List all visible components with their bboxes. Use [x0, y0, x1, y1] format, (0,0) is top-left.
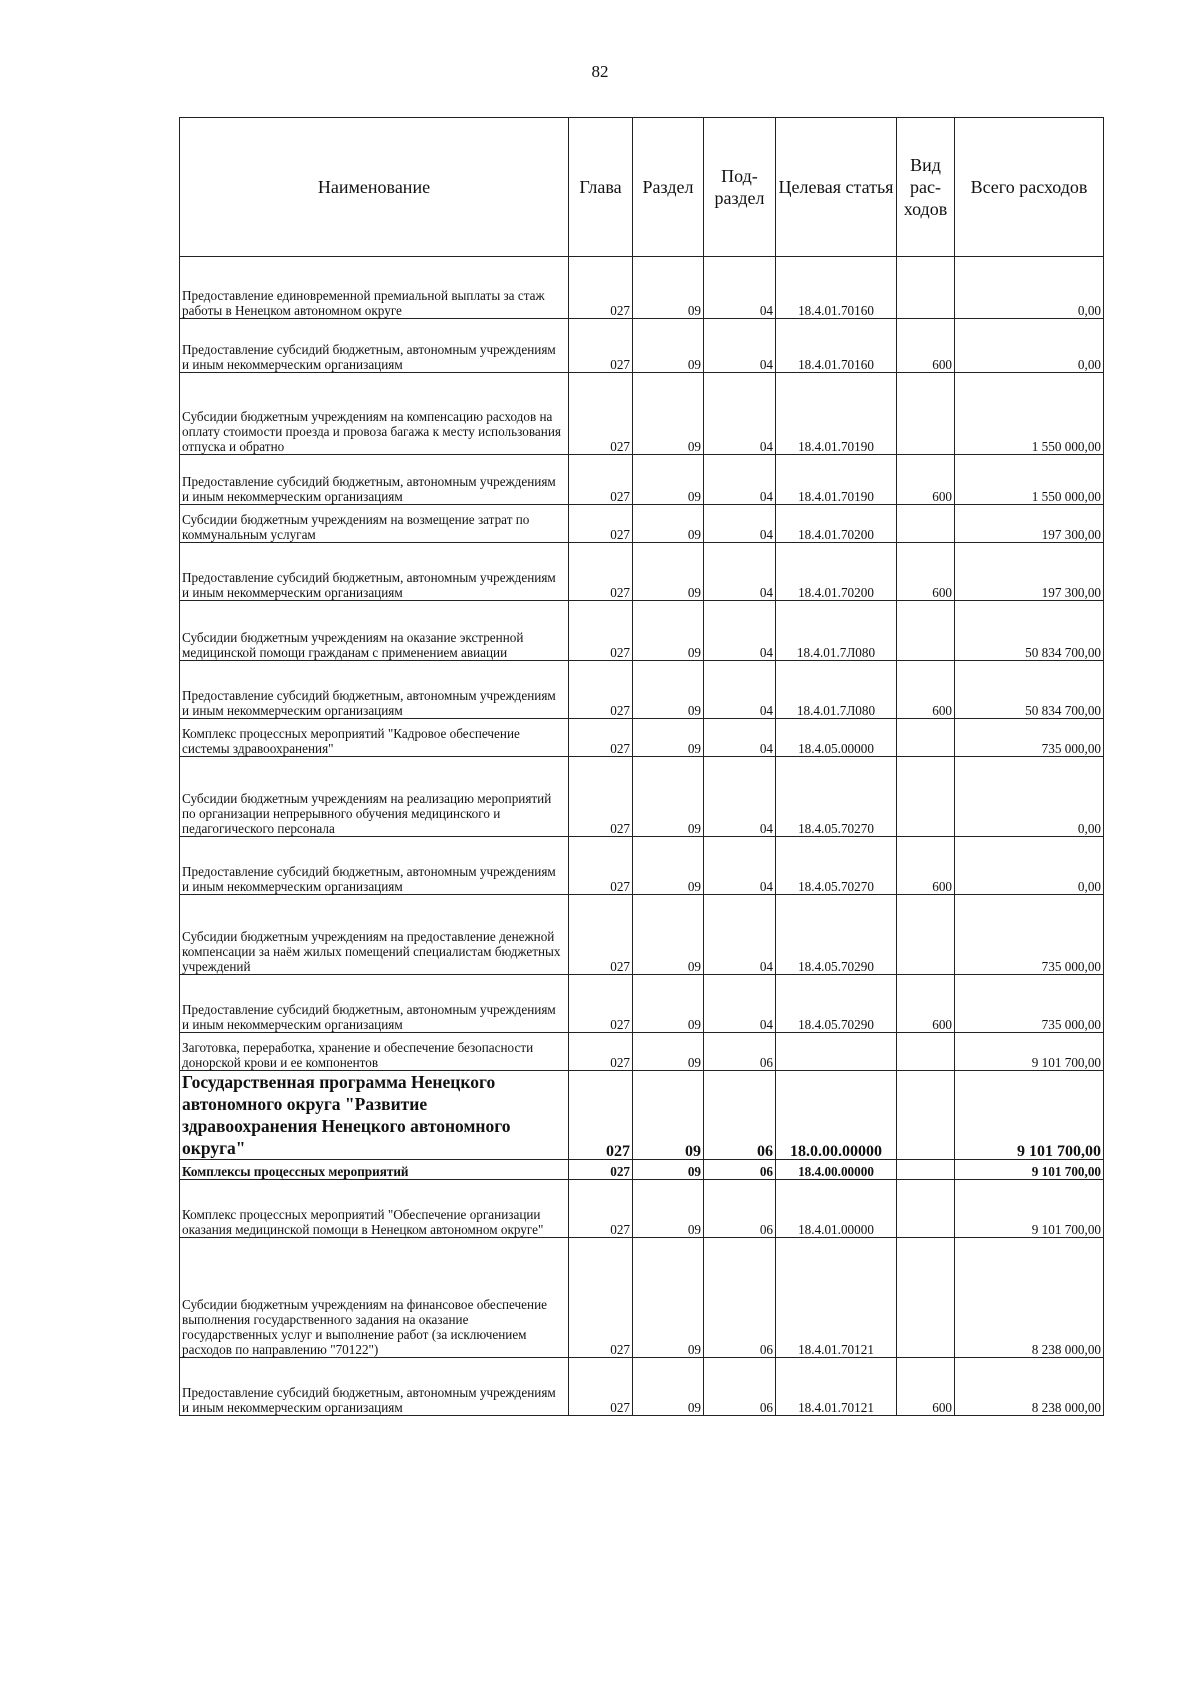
header-vid: Вид рас-ходов [897, 118, 955, 257]
cell-razdel: 09 [633, 257, 704, 319]
cell-vsego: 0,00 [955, 257, 1104, 319]
cell-podrazdel: 04 [704, 837, 776, 895]
table-row [180, 837, 1104, 895]
cell-glava: 027 [569, 1238, 633, 1358]
cell-glava: 027 [569, 1071, 633, 1160]
cell-name: Предоставление субсидий бюджетным, автономным учреждениям и иным некоммерческим организациям [180, 543, 569, 601]
cell-vsego: 197 300,00 [955, 505, 1104, 543]
cell-name: Государственная программа Ненецкого автономного округа "Развитие здравоохранения Ненецкого автономного округа" [180, 1071, 569, 1160]
cell-name: Субсидии бюджетным учреждениям на предоставление денежной компенсации за наём жилых помещений специалистам бюджетных учреждений [180, 895, 569, 975]
cell-tselevaya [776, 1033, 897, 1071]
cell-glava: 027 [569, 373, 633, 455]
cell-glava: 027 [569, 319, 633, 373]
cell-vid [897, 1071, 955, 1160]
cell-name: Предоставление субсидий бюджетным, автономным учреждениям и иным некоммерческим организациям [180, 455, 569, 505]
table-row [180, 1033, 1104, 1071]
cell-tselevaya: 18.4.01.7Л080 [776, 601, 897, 661]
cell-vid [897, 757, 955, 837]
cell-name: Предоставление субсидий бюджетным, автономным учреждениям и иным некоммерческим организациям [180, 319, 569, 373]
cell-vsego: 1 550 000,00 [955, 455, 1104, 505]
cell-vsego: 735 000,00 [955, 895, 1104, 975]
cell-podrazdel: 04 [704, 373, 776, 455]
cell-podrazdel: 04 [704, 455, 776, 505]
cell-name: Предоставление субсидий бюджетным, автономным учреждениям и иным некоммерческим организациям [180, 837, 569, 895]
cell-tselevaya: 18.4.01.70160 [776, 257, 897, 319]
cell-vsego: 8 238 000,00 [955, 1358, 1104, 1416]
cell-razdel: 09 [633, 1238, 704, 1358]
cell-podrazdel: 06 [704, 1238, 776, 1358]
cell-name: Предоставление субсидий бюджетным, автономным учреждениям и иным некоммерческим организациям [180, 661, 569, 719]
cell-vid: 600 [897, 1358, 955, 1416]
cell-razdel: 09 [633, 543, 704, 601]
cell-vid: 600 [897, 319, 955, 373]
table-row [180, 1071, 1104, 1160]
cell-tselevaya: 18.4.01.70200 [776, 543, 897, 601]
table-row [180, 319, 1104, 373]
cell-glava: 027 [569, 543, 633, 601]
budget-table [179, 117, 1104, 1416]
cell-podrazdel: 04 [704, 757, 776, 837]
cell-vid [897, 1160, 955, 1180]
cell-tselevaya: 18.4.05.70290 [776, 895, 897, 975]
cell-vid: 600 [897, 837, 955, 895]
cell-podrazdel: 04 [704, 601, 776, 661]
cell-razdel: 09 [633, 1160, 704, 1180]
cell-razdel: 09 [633, 661, 704, 719]
cell-glava: 027 [569, 1180, 633, 1238]
table-row [180, 455, 1104, 505]
cell-name: Предоставление субсидий бюджетным, автономным учреждениям и иным некоммерческим организациям [180, 975, 569, 1033]
cell-name: Заготовка, переработка, хранение и обеспечение безопасности донорской крови и ее компонентов [180, 1033, 569, 1071]
header-tselevaya: Целевая статья [776, 118, 897, 257]
table-header-row [180, 118, 1104, 257]
cell-vid [897, 601, 955, 661]
cell-glava: 027 [569, 257, 633, 319]
table-row [180, 757, 1104, 837]
cell-razdel: 09 [633, 1071, 704, 1160]
table-row [180, 895, 1104, 975]
cell-vid: 600 [897, 661, 955, 719]
table-row [180, 543, 1104, 601]
cell-vid [897, 895, 955, 975]
cell-vsego: 735 000,00 [955, 975, 1104, 1033]
cell-tselevaya: 18.4.05.70270 [776, 757, 897, 837]
cell-vsego: 735 000,00 [955, 719, 1104, 757]
cell-vid: 600 [897, 975, 955, 1033]
cell-vsego: 50 834 700,00 [955, 601, 1104, 661]
cell-tselevaya: 18.4.01.7Л080 [776, 661, 897, 719]
cell-podrazdel: 04 [704, 319, 776, 373]
cell-name: Субсидии бюджетным учреждениям на реализацию мероприятий по организации непрерывного обучения медицинского и педагогического персонала [180, 757, 569, 837]
cell-vsego: 0,00 [955, 319, 1104, 373]
cell-razdel: 09 [633, 373, 704, 455]
cell-razdel: 09 [633, 1180, 704, 1238]
page-number: 82 [591, 62, 609, 81]
cell-razdel: 09 [633, 837, 704, 895]
table-row [180, 373, 1104, 455]
cell-name: Предоставление единовременной премиальной выплаты за стаж работы в Ненецком автономном округе [180, 257, 569, 319]
cell-podrazdel: 04 [704, 719, 776, 757]
cell-razdel: 09 [633, 319, 704, 373]
cell-vid [897, 505, 955, 543]
cell-razdel: 09 [633, 1033, 704, 1071]
cell-razdel: 09 [633, 1358, 704, 1416]
cell-vid [897, 1180, 955, 1238]
cell-vid [897, 719, 955, 757]
cell-name: Субсидии бюджетным учреждениям на финансовое обеспечение выполнения государственного задания на оказание государственных услуг и выполнение работ (за исключением расходов по направлению "70122") [180, 1238, 569, 1358]
cell-tselevaya: 18.4.05.70290 [776, 975, 897, 1033]
table-row [180, 1180, 1104, 1238]
table-row [180, 975, 1104, 1033]
cell-name: Субсидии бюджетным учреждениям на компенсацию расходов на оплату стоимости проезда и провоза багажа к месту использования отпуска и обратно [180, 373, 569, 455]
cell-name: Субсидии бюджетным учреждениям на возмещение затрат по коммунальным услугам [180, 505, 569, 543]
cell-vsego: 8 238 000,00 [955, 1238, 1104, 1358]
cell-razdel: 09 [633, 975, 704, 1033]
cell-vsego: 9 101 700,00 [955, 1033, 1104, 1071]
cell-podrazdel: 04 [704, 505, 776, 543]
cell-podrazdel: 04 [704, 543, 776, 601]
cell-glava: 027 [569, 505, 633, 543]
table-row [180, 601, 1104, 661]
header-glava: Глава [569, 118, 633, 257]
cell-glava: 027 [569, 837, 633, 895]
cell-podrazdel: 04 [704, 257, 776, 319]
cell-glava: 027 [569, 757, 633, 837]
cell-podrazdel: 04 [704, 661, 776, 719]
cell-podrazdel: 06 [704, 1160, 776, 1180]
cell-glava: 027 [569, 719, 633, 757]
header-podrazdel: Под-раздел [704, 118, 776, 257]
table-body [180, 257, 1104, 1416]
table-row [180, 505, 1104, 543]
cell-glava: 027 [569, 601, 633, 661]
cell-vsego: 9 101 700,00 [955, 1160, 1104, 1180]
cell-vsego: 1 550 000,00 [955, 373, 1104, 455]
cell-vsego: 197 300,00 [955, 543, 1104, 601]
cell-podrazdel: 06 [704, 1071, 776, 1160]
header-razdel: Раздел [633, 118, 704, 257]
cell-tselevaya: 18.4.01.00000 [776, 1180, 897, 1238]
header-name: Наименование [180, 118, 569, 257]
cell-tselevaya: 18.4.01.70200 [776, 505, 897, 543]
cell-podrazdel: 06 [704, 1033, 776, 1071]
table-row [180, 719, 1104, 757]
table-row [180, 257, 1104, 319]
cell-razdel: 09 [633, 895, 704, 975]
cell-vid [897, 373, 955, 455]
cell-razdel: 09 [633, 601, 704, 661]
cell-vid [897, 257, 955, 319]
cell-name: Комплекс процессных мероприятий "Кадровое обеспечение системы здравоохранения" [180, 719, 569, 757]
cell-tselevaya: 18.4.01.70121 [776, 1358, 897, 1416]
cell-vid [897, 1238, 955, 1358]
cell-vsego: 0,00 [955, 757, 1104, 837]
cell-tselevaya: 18.4.01.70190 [776, 373, 897, 455]
table-row [180, 1238, 1104, 1358]
table-row [180, 661, 1104, 719]
cell-vsego: 9 101 700,00 [955, 1071, 1104, 1160]
cell-razdel: 09 [633, 505, 704, 543]
cell-glava: 027 [569, 1033, 633, 1071]
cell-glava: 027 [569, 455, 633, 505]
cell-razdel: 09 [633, 757, 704, 837]
cell-podrazdel: 06 [704, 1180, 776, 1238]
cell-name: Комплексы процессных мероприятий [180, 1160, 569, 1180]
cell-vsego: 9 101 700,00 [955, 1180, 1104, 1238]
cell-tselevaya: 18.4.00.00000 [776, 1160, 897, 1180]
cell-glava: 027 [569, 661, 633, 719]
cell-name: Субсидии бюджетным учреждениям на оказание экстренной медицинской помощи гражданам с применением авиации [180, 601, 569, 661]
cell-razdel: 09 [633, 719, 704, 757]
cell-tselevaya: 18.0.00.00000 [776, 1071, 897, 1160]
cell-glava: 027 [569, 975, 633, 1033]
cell-name: Предоставление субсидий бюджетным, автономным учреждениям и иным некоммерческим организациям [180, 1358, 569, 1416]
cell-podrazdel: 04 [704, 895, 776, 975]
cell-vsego: 50 834 700,00 [955, 661, 1104, 719]
table-row [180, 1358, 1104, 1416]
header-vsego: Всего расходов [955, 118, 1104, 257]
cell-glava: 027 [569, 895, 633, 975]
cell-tselevaya: 18.4.01.70190 [776, 455, 897, 505]
cell-tselevaya: 18.4.01.70121 [776, 1238, 897, 1358]
cell-tselevaya: 18.4.05.00000 [776, 719, 897, 757]
cell-vid [897, 1033, 955, 1071]
cell-podrazdel: 04 [704, 975, 776, 1033]
cell-vsego: 0,00 [955, 837, 1104, 895]
cell-tselevaya: 18.4.01.70160 [776, 319, 897, 373]
cell-name: Комплекс процессных мероприятий "Обеспечение организации оказания медицинской помощи в Ненецком автономном округе" [180, 1180, 569, 1238]
cell-glava: 027 [569, 1160, 633, 1180]
cell-razdel: 09 [633, 455, 704, 505]
cell-podrazdel: 06 [704, 1358, 776, 1416]
cell-glava: 027 [569, 1358, 633, 1416]
cell-vid: 600 [897, 455, 955, 505]
cell-vid: 600 [897, 543, 955, 601]
cell-tselevaya: 18.4.05.70270 [776, 837, 897, 895]
table-row [180, 1160, 1104, 1180]
